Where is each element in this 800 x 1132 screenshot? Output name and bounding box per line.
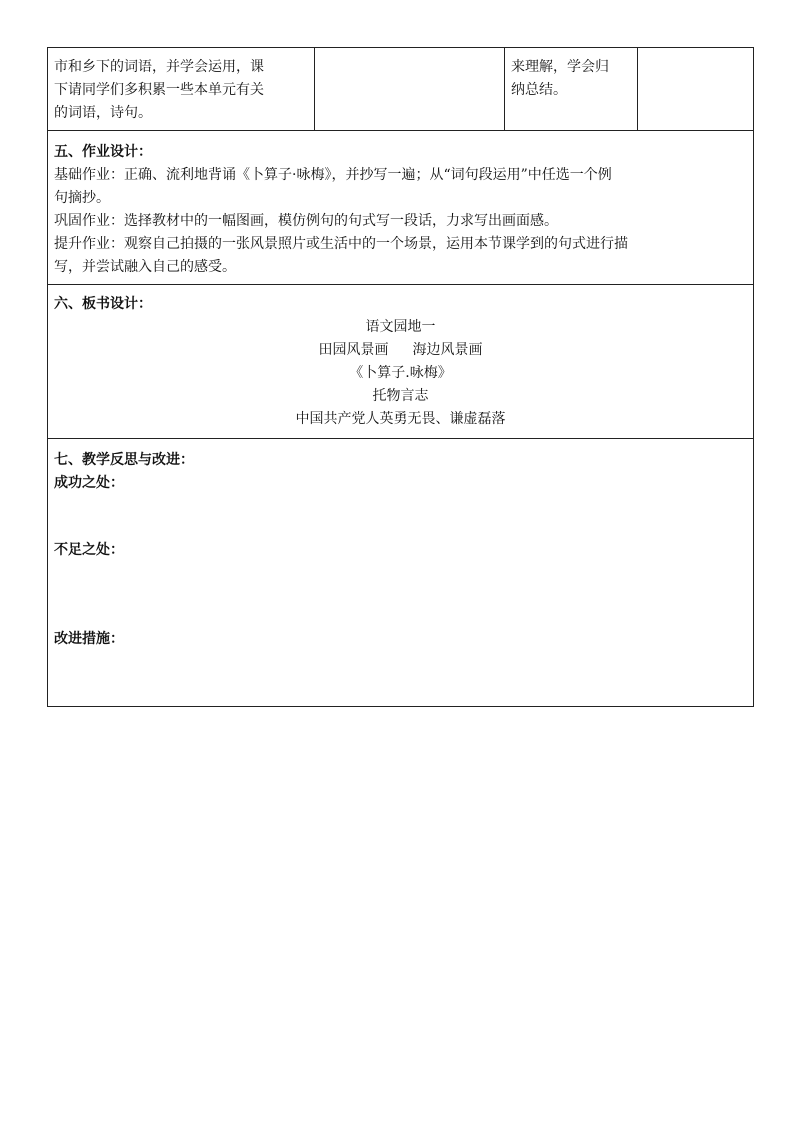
homework-row xyxy=(48,131,754,285)
homework-line: 写，并尝试融入自己的感受。 xyxy=(54,259,236,275)
reflection-row xyxy=(48,439,754,707)
reflection-heading: 七、教学反思与改进： xyxy=(54,452,194,468)
empty-cell xyxy=(638,48,754,131)
shortfall-label: 不足之处： xyxy=(54,542,124,558)
success-blank xyxy=(54,495,747,539)
objective-line: 的词语，诗句。 xyxy=(54,105,152,121)
method-line: 纳总结。 xyxy=(511,82,567,98)
shortfall-blank xyxy=(54,562,747,628)
board-title: 语文园地一 xyxy=(365,319,436,335)
lesson-plan-table xyxy=(47,47,754,707)
objective-line: 市和乡下的词语，并学会运用，课 xyxy=(54,59,264,75)
homework-line: 基础作业：正确、流利地背诵《卜算子·咏梅》，并抄写一遍；从“词句段运用”中任选一个例 xyxy=(54,167,612,183)
continued-objective-cell xyxy=(48,48,315,131)
homework-line: 巩固作业：选择教材中的一幅图画，模仿例句的句式写一段话，力求写出画面感。 xyxy=(54,213,558,229)
board-theme: 中国共产党人英勇无畏、谦虚磊落 xyxy=(295,411,506,427)
success-label: 成功之处： xyxy=(54,475,124,491)
board-technique: 托物言志 xyxy=(372,388,429,404)
method-line: 来理解，学会归 xyxy=(511,59,609,75)
empty-cell xyxy=(315,48,505,131)
improve-label: 改进措施： xyxy=(54,631,124,647)
board-item-seaside: 海边风景画 xyxy=(412,342,483,358)
board-heading: 六、板书设计： xyxy=(54,296,152,312)
homework-line: 句摘抄。 xyxy=(54,190,110,206)
board-item-countryside: 田园风景画 xyxy=(318,342,389,358)
homework-line: 提升作业：观察自己拍摄的一张风景照片或生活中的一个场景，运用本节课学到的句式进行描 xyxy=(54,236,628,252)
reflection-cell xyxy=(48,439,754,707)
board-poem-title: 《卜算子.咏梅》 xyxy=(349,365,452,381)
board-pair-line xyxy=(54,339,747,362)
homework-cell xyxy=(48,131,754,285)
continued-row xyxy=(48,48,754,131)
board-design-cell xyxy=(48,285,754,439)
continued-method-cell xyxy=(505,48,638,131)
board-design-row xyxy=(48,285,754,439)
homework-heading: 五、作业设计： xyxy=(54,144,152,160)
objective-line: 下请同学们多积累一些本单元有关 xyxy=(54,82,264,98)
